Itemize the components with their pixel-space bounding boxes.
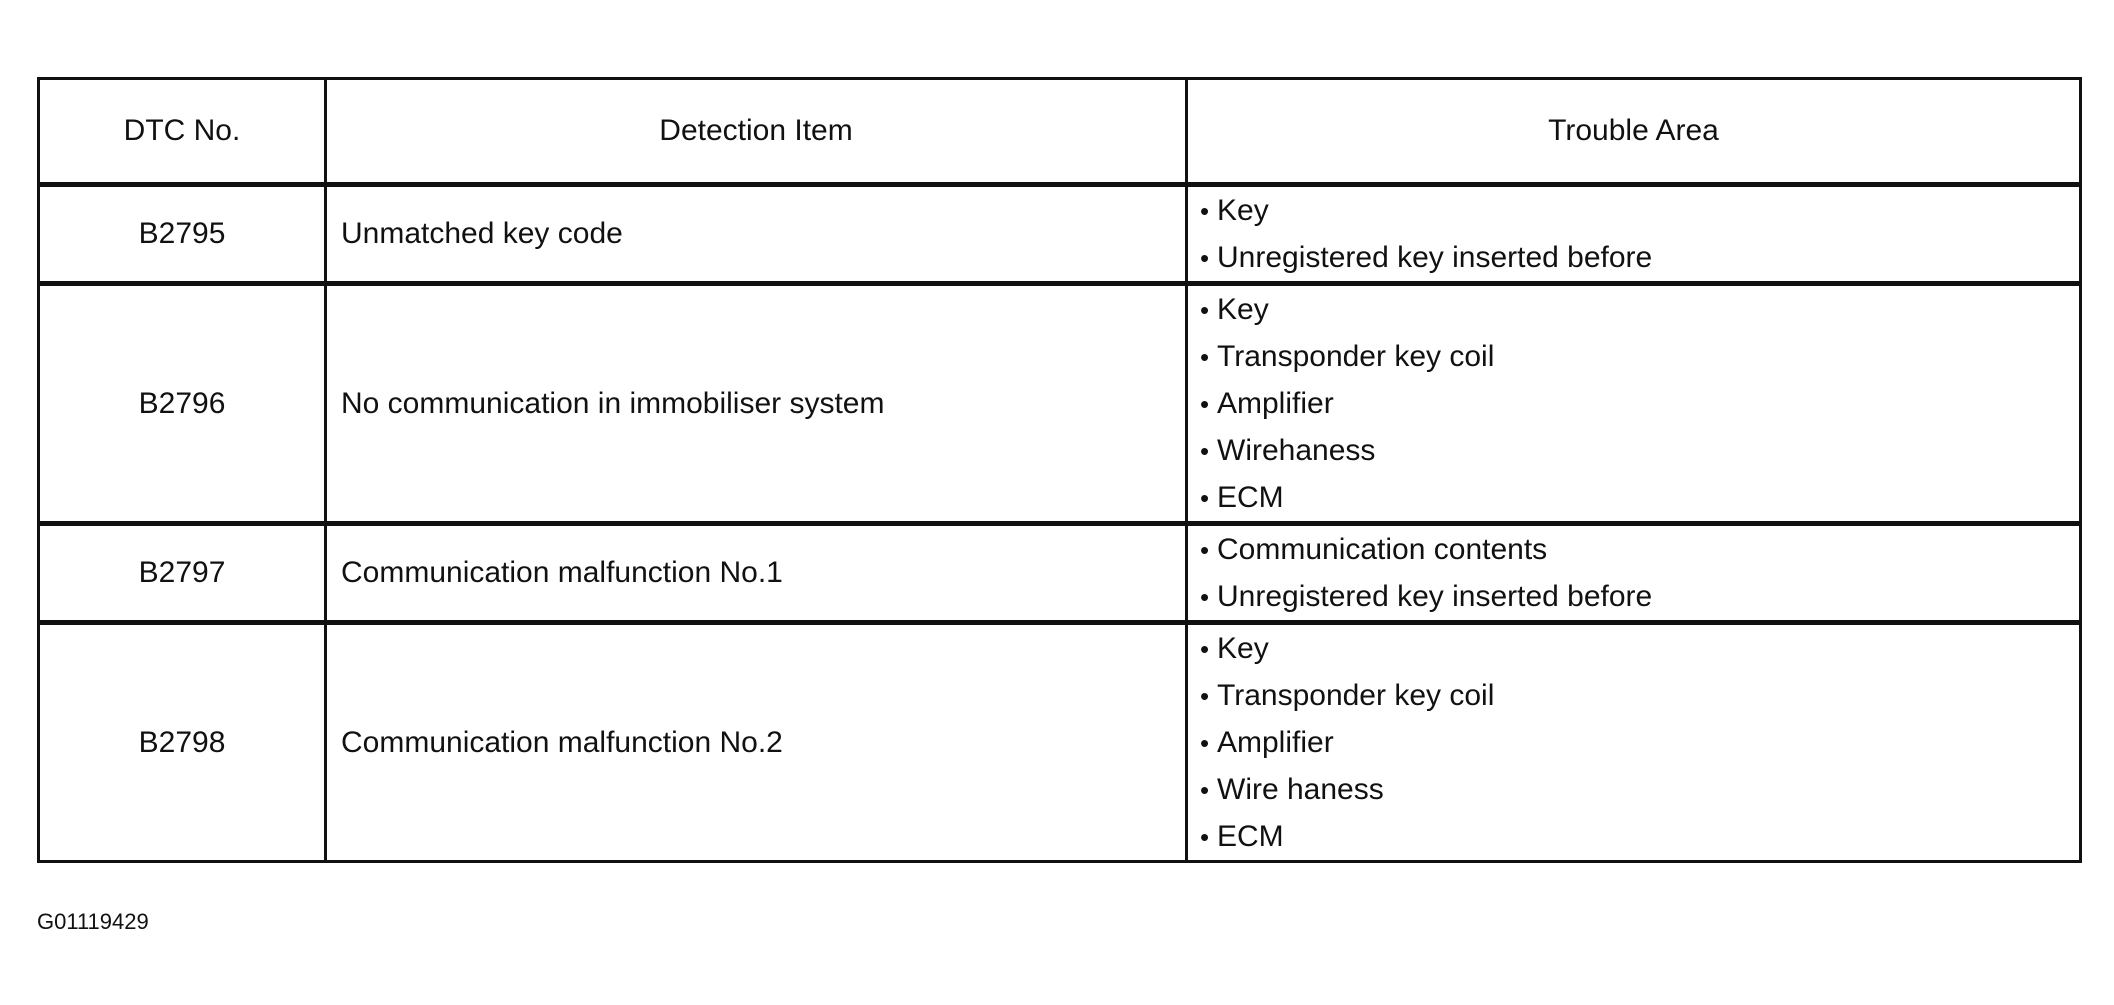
trouble-area-text: Amplifier (1217, 726, 1334, 759)
trouble-area-text: Key (1217, 632, 1269, 665)
header-trouble-area: Trouble Area (1187, 79, 2081, 185)
trouble-area-text: Wire haness (1217, 773, 1384, 806)
trouble-area-item (1200, 526, 2079, 573)
trouble-area-item (1200, 719, 2079, 766)
dtc-code: B2795 (39, 185, 326, 284)
trouble-area-text: Unregistered key inserted before (1217, 580, 1653, 613)
trouble-area-text: Transponder key coil (1217, 679, 1495, 712)
table-row (39, 185, 2081, 284)
trouble-area (1187, 284, 2081, 524)
trouble-area-text: Amplifier (1217, 387, 1334, 420)
trouble-area (1187, 185, 2081, 284)
detection-item: Unmatched key code (326, 185, 1187, 284)
trouble-area-list (1200, 187, 2079, 281)
bullet-icon: • (1200, 775, 1210, 805)
bullet-icon: • (1200, 436, 1210, 466)
trouble-area-item (1200, 672, 2079, 719)
trouble-area-text: Transponder key coil (1217, 340, 1495, 373)
table-row (39, 284, 2081, 524)
trouble-area-item (1200, 380, 2079, 427)
bullet-icon: • (1200, 535, 1210, 565)
detection-item: Communication malfunction No.2 (326, 623, 1187, 862)
trouble-area-list (1200, 286, 2079, 521)
trouble-area-item (1200, 766, 2079, 813)
trouble-area-item (1200, 187, 2079, 234)
dtc-code: B2796 (39, 284, 326, 524)
trouble-area-item (1200, 333, 2079, 380)
bullet-icon: • (1200, 295, 1210, 325)
bullet-icon: • (1200, 389, 1210, 419)
bullet-icon: • (1200, 728, 1210, 758)
header-row (39, 79, 2081, 185)
detection-item: Communication malfunction No.1 (326, 524, 1187, 623)
detection-item: No communication in immobiliser system (326, 284, 1187, 524)
dtc-code: B2798 (39, 623, 326, 862)
bullet-icon: • (1200, 342, 1210, 372)
header-dtc-no: DTC No. (39, 79, 326, 185)
figure-id: G01119429 (37, 909, 149, 934)
bullet-icon: • (1200, 681, 1210, 711)
trouble-area-item (1200, 625, 2079, 672)
trouble-area-text: Key (1217, 194, 1269, 227)
bullet-icon: • (1200, 243, 1210, 273)
trouble-area-text: Wirehaness (1217, 434, 1376, 467)
trouble-area-text: ECM (1217, 820, 1284, 853)
dtc-table (37, 77, 2082, 863)
bullet-icon: • (1200, 822, 1210, 852)
trouble-area-item (1200, 427, 2079, 474)
trouble-area (1187, 623, 2081, 862)
trouble-area-item (1200, 286, 2079, 333)
trouble-area-item (1200, 474, 2079, 521)
bullet-icon: • (1200, 582, 1210, 612)
trouble-area-text: Key (1217, 293, 1269, 326)
bullet-icon: • (1200, 196, 1210, 226)
table-row (39, 623, 2081, 862)
trouble-area-list (1200, 526, 2079, 620)
header-detection-item: Detection Item (326, 79, 1187, 185)
dtc-code: B2797 (39, 524, 326, 623)
bullet-icon: • (1200, 483, 1210, 513)
trouble-area-item (1200, 573, 2079, 620)
table-row (39, 524, 2081, 623)
bullet-icon: • (1200, 634, 1210, 664)
trouble-area-list (1200, 625, 2079, 860)
trouble-area-text: ECM (1217, 481, 1284, 514)
trouble-area (1187, 524, 2081, 623)
trouble-area-item (1200, 813, 2079, 860)
trouble-area-text: Unregistered key inserted before (1217, 241, 1653, 274)
trouble-area-text: Communication contents (1217, 533, 1548, 566)
trouble-area-item (1200, 234, 2079, 281)
